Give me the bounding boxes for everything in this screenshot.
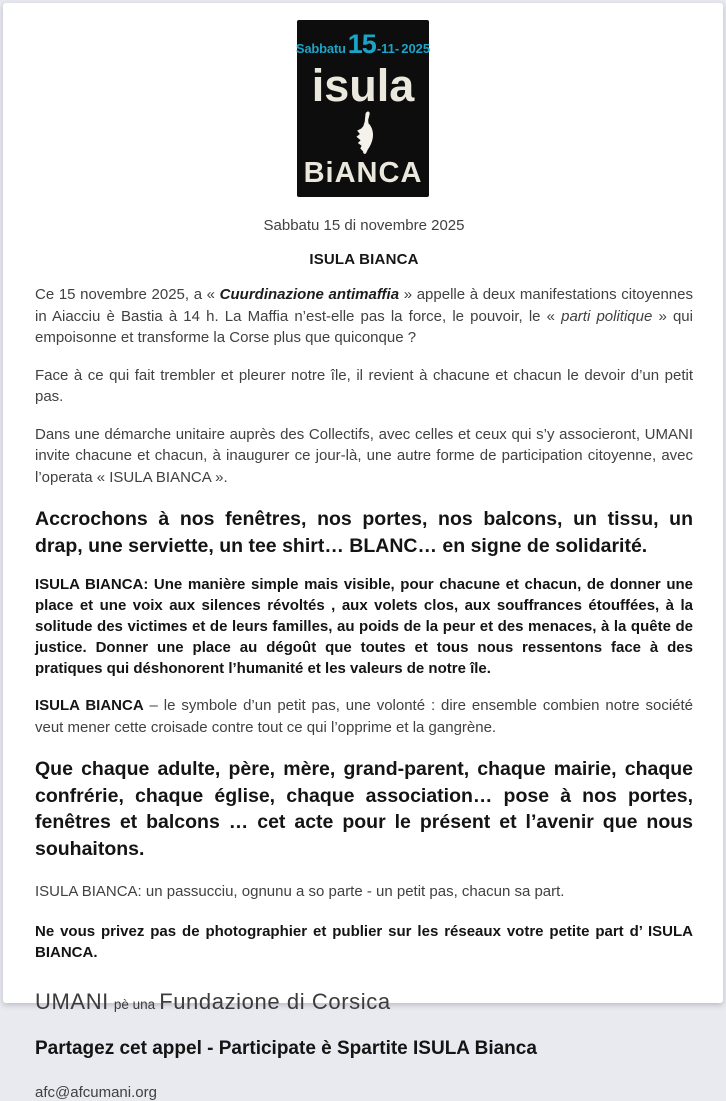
logo-date-day: 15: [347, 29, 376, 59]
page-title: ISULA BIANCA: [309, 251, 419, 268]
umani-name: UMANI: [35, 988, 109, 1014]
corsica-island-icon: [349, 111, 377, 155]
logo-word-isula: isula: [311, 60, 415, 111]
intro-emphasis: Cuurdinazione antimaffia: [219, 286, 400, 303]
umani-signature: [35, 989, 693, 1015]
umani-foundation: Fundazione di Corsica: [159, 988, 391, 1014]
intro-post: » qui empoisonne et transforme la Corse plus que quiconque ?: [35, 307, 693, 346]
heading-que-chaque: Que chaque adulte, père, mère, grand-parent, chaque mairie, chaque confrérie, chaque église, chaque association… pose à nos portes, fenêtres et balcons … cet acte pour le présent et l’avenir que nous souhaitons.: [35, 758, 693, 860]
paragraph-symbole: [35, 695, 693, 738]
document-page: [3, 3, 723, 1101]
umani-connector: pè una: [113, 996, 156, 1012]
paragraph-demarche: Dans une démarche unitaire auprès des Collectifs, avec celles et ceux qui s’y associeront, UMANI invite chacune et chacun, à inaugurer ce jour-là, une autre forme de participation citoyenne, avec l’operata « ISULA BIANCA ».: [35, 425, 693, 486]
intro-pre: Ce 15 novembre 2025, a «: [35, 286, 220, 303]
logo-date-prefix: Sabbatu: [295, 41, 346, 56]
paragraph-face: Face à ce qui fait trembler et pleurer notre île, il revient à chacune et chacun le devoir d’un petit pas.: [35, 366, 693, 405]
heading-accrochons: Accrochons à nos fenêtres, nos portes, nos balcons, un tissu, un drap, une serviette, un tee shirt… BLANC… en signe de solidarité.: [35, 508, 693, 557]
isula-bianca-logo: [297, 20, 429, 197]
logo-date-middle: -11-: [376, 41, 400, 56]
heading-partagez: Partagez cet appel - Participate è Spartite ISULA Bianca: [35, 1037, 537, 1059]
document-body: [3, 217, 723, 1101]
paragraph-intro: [35, 284, 693, 349]
logo-date-year: 2025: [401, 41, 431, 56]
intro-italic: parti politique: [561, 307, 653, 325]
contact-email: afc@afcumani.org: [35, 1083, 157, 1101]
symbole-lead: ISULA BIANCA: [35, 697, 144, 714]
logo-word-bianca: BiANCA: [303, 157, 423, 189]
symbole-rest: – le symbole d’un petit pas, une volonté : dire ensemble combien notre société veut mener cette croisade contre tout ce qui l’opprime et la gangrène.: [35, 697, 693, 736]
dateline: Sabbatu 15 di novembre 2025: [263, 217, 465, 234]
paragraph-passucciu: ISULA BIANCA: un passucciu, ognunu a so parte - un petit pas, chacun sa part.: [35, 883, 565, 900]
paragraph-maniere: ISULA BIANCA: Une manière simple mais visible, pour chacune et chacun, de donner une place et une voix aux silences révoltés , aux volets clos, aux souffrances étouffées, à la solitude des victimes et de leurs familles, au poids de la peur et des menaces, à la quête de justice. Donner une place au dégoût que toutes et tous nous ressentons face à des pratiques qui déshonorent l’humanité et les valeurs de notre île.: [35, 576, 693, 677]
paragraph-privez: Ne vous privez pas de photographier et publier sur les réseaux votre petite part d’ ISULA BIANCA.: [35, 922, 693, 961]
intro-mid: » appelle à deux manifestations citoyennes in Aiacciu è Bastia à 14 h. La Maffia n’est-elle pas la force, le pouvoir, le «: [35, 286, 693, 325]
logo-date: [296, 29, 430, 60]
